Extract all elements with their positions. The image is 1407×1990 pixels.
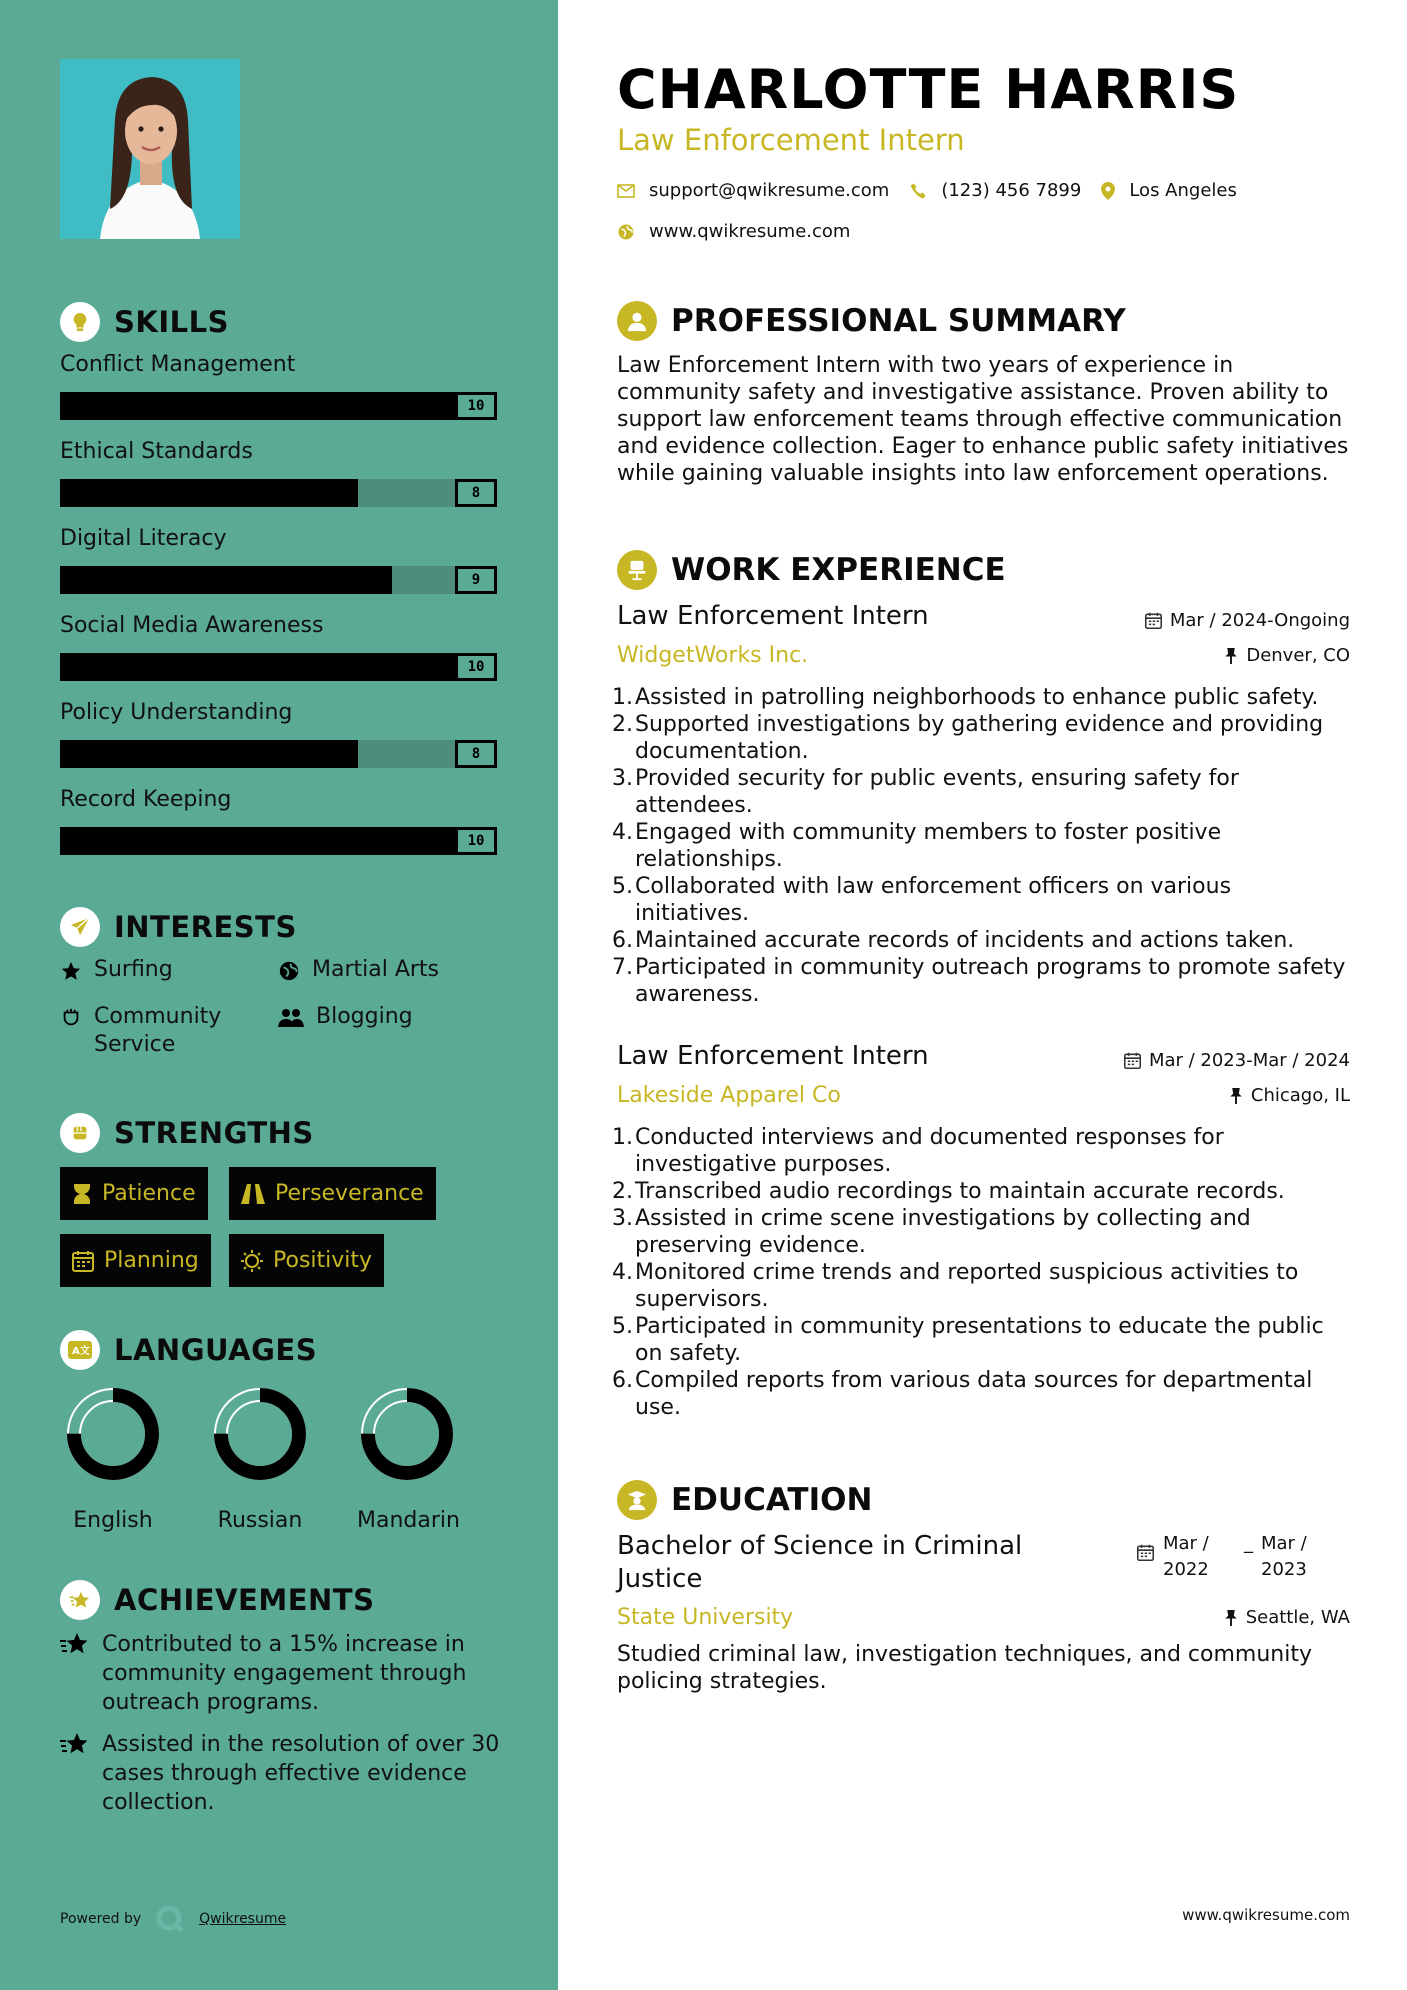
language-russian xyxy=(210,1386,310,1533)
achievement-item xyxy=(60,1630,500,1717)
language-mandarin xyxy=(357,1386,460,1533)
qwikresume-link[interactable]: Qwikresume xyxy=(199,1911,287,1927)
job-location-text: Chicago, IL xyxy=(1250,1085,1350,1106)
education-description: Studied criminal law, investigation techniques, and community policing strategies. xyxy=(617,1642,1312,1694)
bullet-text: Conducted interviews and documented responses for investigative purposes. xyxy=(635,1125,1224,1177)
website-row xyxy=(617,221,850,242)
bullet-text: Assisted in crime scene investigations by collecting and preserving evidence. xyxy=(635,1206,1251,1258)
bullet-item xyxy=(612,765,1350,819)
strength-label: Planning xyxy=(104,1248,199,1273)
pushpin-icon xyxy=(1224,647,1238,664)
bullet-item xyxy=(612,954,1350,1008)
star-icon xyxy=(60,960,82,982)
interest-label: Blogging xyxy=(316,1004,413,1029)
bullet-text: Transcribed audio recordings to maintain accurate records. xyxy=(635,1179,1285,1204)
bullet-number: 5. xyxy=(612,1314,633,1339)
skill-score: 10 xyxy=(455,827,497,855)
user-icon xyxy=(617,301,657,341)
experience-heading xyxy=(617,550,1006,590)
skill-level-bar xyxy=(60,392,497,420)
language-name: Russian xyxy=(217,1508,303,1533)
skills-title: SKILLS xyxy=(114,305,229,339)
bullet-item xyxy=(612,927,1350,954)
bullet-number: 3. xyxy=(612,1206,633,1231)
globe-icon xyxy=(278,960,300,982)
skill-score: 10 xyxy=(455,392,497,420)
calendar-icon xyxy=(1145,612,1162,629)
skill-level-bar xyxy=(60,479,497,507)
bullet-text: Participated in community presentations to educate the public on safety. xyxy=(635,1314,1324,1366)
strengths-heading xyxy=(60,1113,314,1153)
calendar-icon xyxy=(72,1250,94,1272)
job-dates xyxy=(1145,610,1350,631)
skill-score: 9 xyxy=(455,566,497,594)
job-dates-text: Mar / 2024-Ongoing xyxy=(1169,610,1350,631)
interest-martial-arts xyxy=(278,956,439,984)
road-icon xyxy=(241,1183,265,1205)
interest-community-service xyxy=(60,1003,260,1059)
bullet-item xyxy=(612,1313,1350,1367)
strengths-title: STRENGTHS xyxy=(114,1116,314,1150)
achievement-text: Assisted in the resolution of over 30 cases through effective evidence collection. xyxy=(102,1732,500,1815)
education-end-date: Mar / 2023 xyxy=(1261,1533,1307,1580)
bullet-item xyxy=(612,684,1350,711)
bullet-text: Assisted in patrolling neighborhoods to enhance public safety. xyxy=(635,685,1319,710)
bullet-text: Monitored crime trends and reported suspicious activities to supervisors. xyxy=(635,1260,1299,1312)
achievements-heading xyxy=(60,1580,374,1620)
interest-surfing xyxy=(60,956,173,984)
candidate-name: CHARLOTTE HARRIS xyxy=(617,58,1240,121)
education-title: EDUCATION xyxy=(671,1482,873,1518)
job-bullets xyxy=(612,1124,1350,1421)
bullet-number: 1. xyxy=(612,1125,633,1150)
job-dates-text: Mar / 2023-Mar / 2024 xyxy=(1148,1050,1350,1071)
job-location xyxy=(1229,1085,1350,1106)
job-bullets xyxy=(612,684,1350,1008)
lightbulb-icon xyxy=(60,302,100,342)
powered-by xyxy=(60,1904,286,1934)
interests-heading xyxy=(60,907,297,947)
map-pin-icon xyxy=(1101,182,1115,200)
skill-level-remainder xyxy=(358,479,455,507)
star-icon xyxy=(60,1632,90,1658)
languages-title: LANGUAGES xyxy=(114,1333,318,1367)
language-level-ring xyxy=(65,1386,161,1482)
summary-text: Law Enforcement Intern with two years of experience in community safety and investigative assistance. Proven ability to support law enforcement teams through effective communication and evidence collection. Eager to enhance public safety initiatives while gaining valuable insights into law enforcement operations. xyxy=(617,353,1349,486)
graduate-icon xyxy=(617,1480,657,1520)
bullet-item xyxy=(612,711,1350,765)
briefcase-chair-icon xyxy=(617,550,657,590)
skill-name: Ethical Standards xyxy=(60,439,253,464)
skill-name: Policy Understanding xyxy=(60,700,293,725)
bullet-text: Compiled reports from various data sources for departmental use. xyxy=(635,1368,1313,1420)
experience-title: WORK EXPERIENCE xyxy=(671,552,1006,588)
skill-name: Digital Literacy xyxy=(60,526,227,551)
language-name: Mandarin xyxy=(357,1508,460,1533)
bullet-number: 7. xyxy=(612,955,633,980)
bullet-number: 2. xyxy=(612,1179,633,1204)
language-icon xyxy=(60,1330,100,1370)
job-location xyxy=(1224,645,1350,666)
email[interactable]: support@qwikresume.com xyxy=(649,180,890,201)
bullet-number: 6. xyxy=(612,1368,633,1393)
job-title: Law Enforcement Intern xyxy=(617,601,929,631)
skill-level-remainder xyxy=(392,566,455,594)
achievement-item xyxy=(60,1730,500,1817)
skill-score: 10 xyxy=(455,653,497,681)
company-name: Lakeside Apparel Co xyxy=(617,1083,841,1108)
education-location-text: Seattle, WA xyxy=(1245,1607,1350,1628)
bullet-text: Engaged with community members to foster positive relationships. xyxy=(635,820,1222,872)
strength-perseverance xyxy=(229,1167,436,1220)
skill-level-bar xyxy=(60,740,497,768)
language-level-ring xyxy=(212,1386,308,1482)
envelope-icon xyxy=(617,184,635,198)
bullet-item xyxy=(612,1178,1350,1205)
strength-patience xyxy=(60,1167,208,1220)
star-icon xyxy=(60,1732,90,1758)
skill-score: 8 xyxy=(455,740,497,768)
job-location-text: Denver, CO xyxy=(1246,645,1350,666)
contact-row xyxy=(617,180,1237,201)
education-location xyxy=(1224,1607,1350,1628)
interest-label: Martial Arts xyxy=(312,957,440,982)
date-separator: _ xyxy=(1244,1533,1253,1554)
bullet-item xyxy=(612,1259,1350,1313)
bullet-item xyxy=(612,873,1350,927)
globe-icon xyxy=(617,223,635,241)
education-calendar xyxy=(1137,1544,1154,1561)
skill-name: Social Media Awareness xyxy=(60,613,324,638)
strength-label: Positivity xyxy=(273,1248,373,1273)
calendar-icon xyxy=(1137,1544,1154,1561)
skill-level-bar xyxy=(60,653,497,681)
strength-label: Patience xyxy=(102,1181,196,1206)
phone[interactable]: (123) 456 7899 xyxy=(941,180,1082,201)
language-name: English xyxy=(73,1508,153,1533)
bullet-text: Participated in community outreach programs to promote safety awareness. xyxy=(635,955,1346,1007)
candidate-role: Law Enforcement Intern xyxy=(617,123,965,157)
bullet-number: 2. xyxy=(612,712,633,737)
education-start-date: Mar / 2022 xyxy=(1163,1533,1209,1580)
school-name: State University xyxy=(617,1605,794,1630)
bullet-number: 4. xyxy=(612,820,633,845)
skills-heading xyxy=(60,302,229,342)
language-level-ring xyxy=(359,1386,455,1482)
strength-label: Perseverance xyxy=(275,1181,424,1206)
interest-blogging xyxy=(278,1003,413,1031)
phone-icon xyxy=(909,182,927,200)
hand-icon xyxy=(60,1007,82,1029)
fist-icon xyxy=(60,1113,100,1153)
bullet-number: 4. xyxy=(612,1260,633,1285)
sun-icon xyxy=(241,1250,263,1272)
bullet-text: Maintained accurate records of incidents and actions taken. xyxy=(635,928,1295,953)
bullet-number: 3. xyxy=(612,766,633,791)
degree-title: Bachelor of Science in Criminal Justice xyxy=(617,1531,1023,1594)
sidebar xyxy=(0,0,558,1990)
hourglass-icon xyxy=(72,1183,92,1205)
skill-level-bar xyxy=(60,827,497,855)
powered-by-label: Powered by xyxy=(60,1911,142,1927)
skill-name: Record Keeping xyxy=(60,787,232,812)
profile-photo xyxy=(60,59,240,239)
bullet-item xyxy=(612,1124,1350,1178)
summary-heading xyxy=(617,301,1126,341)
interests-title: INTERESTS xyxy=(114,910,297,944)
language-english xyxy=(63,1386,163,1533)
company-name: WidgetWorks Inc. xyxy=(617,643,809,668)
interest-label: Community Service xyxy=(94,1004,222,1057)
bullet-number: 6. xyxy=(612,928,633,953)
job-dates xyxy=(1124,1050,1350,1071)
trophy-star-icon xyxy=(60,1580,100,1620)
skill-name: Conflict Management xyxy=(60,352,296,377)
skill-score: 8 xyxy=(455,479,497,507)
qwikresume-logo-icon xyxy=(155,1904,185,1934)
strength-positivity xyxy=(229,1234,384,1287)
paper-plane-icon xyxy=(60,907,100,947)
job-title: Law Enforcement Intern xyxy=(617,1041,929,1071)
bullet-item xyxy=(612,819,1350,873)
education-heading xyxy=(617,1480,872,1520)
interest-label: Surfing xyxy=(94,957,173,982)
bullet-text: Supported investigations by gathering evidence and providing documentation. xyxy=(635,712,1324,764)
website[interactable]: www.qwikresume.com xyxy=(649,221,851,242)
location: Los Angeles xyxy=(1129,180,1237,201)
languages-heading xyxy=(60,1330,317,1370)
summary-title: PROFESSIONAL SUMMARY xyxy=(671,303,1126,339)
strength-planning xyxy=(60,1234,211,1287)
bullet-item xyxy=(612,1367,1350,1421)
bullet-number: 1. xyxy=(612,685,633,710)
achievements-title: ACHIEVEMENTS xyxy=(114,1583,375,1617)
skill-level-remainder xyxy=(358,740,455,768)
bullet-item xyxy=(612,1205,1350,1259)
achievement-text: Contributed to a 15% increase in community engagement through outreach programs. xyxy=(102,1632,467,1715)
users-icon xyxy=(278,1007,304,1029)
bullet-number: 5. xyxy=(612,874,633,899)
footer-url[interactable]: www.qwikresume.com xyxy=(1182,1906,1350,1924)
bullet-text: Collaborated with law enforcement officers on various initiatives. xyxy=(635,874,1232,926)
pushpin-icon xyxy=(1224,1609,1238,1626)
calendar-icon xyxy=(1124,1052,1141,1069)
svg-text:A文: A文 xyxy=(72,1346,90,1357)
skill-level-bar xyxy=(60,566,497,594)
pushpin-icon xyxy=(1229,1087,1243,1104)
bullet-text: Provided security for public events, ensuring safety for attendees. xyxy=(635,766,1239,818)
